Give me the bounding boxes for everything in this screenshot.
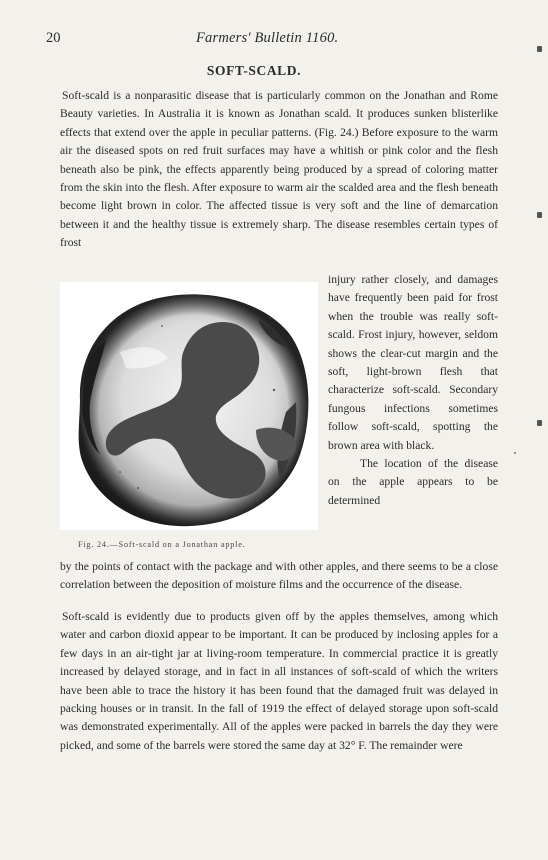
running-title: Farmers' Bulletin 1160.: [196, 30, 339, 46]
paragraph-intro-wrap: injury rather closely, and damages have frequently been paid for frost when the trouble was really soft-scald. Frost injury, however, seldom shows the clear-cut margin and the soft, light-brown flesh that characterize soft-scald. Secondary fungous infections sometimes follow soft-scald, spotting the brown area with black.: [328, 273, 498, 452]
page-header: [46, 30, 478, 50]
paper-spot: [514, 452, 516, 454]
figure-caption: Fig. 24.—Soft-scald on a Jonathan apple.: [78, 540, 246, 549]
wrapped-text-column: [328, 271, 498, 510]
section-title: SOFT-SCALD.: [206, 63, 302, 78]
page-number: 20: [46, 30, 61, 46]
margin-speck: [537, 420, 542, 426]
margin-speck: [537, 46, 542, 52]
paragraph-intro: Soft-scald is a nonparasitic disease that is particularly common on the Jonathan and Rome Beauty varieties. In Australia it is known as Jonathan scald. It produces sunken blisterlike effects that extend over the apple in peculiar patterns. (Fig. 24.) Before exposure to the warm air the diseased spots on red fruit surfaces may have a whitish or pink color and the flesh beneath also be pink, the effects apparently being produced by a spread of coloring matter from the skin into the flesh. After exposure to warm air the scalded area and the flesh beneath become light brown in color. The affected tissue is very soft and the line of demarcation between it and the healthy tissue is extremely sharp. The disease resembles certain types of frost: [60, 89, 498, 250]
apple-photo: [60, 282, 318, 530]
paragraph-location-continued: by the points of contact with the package and with other apples, and there seems to be a close correlation between the deposition of moisture films and the occurrence of the disease.: [60, 560, 498, 592]
paragraph-location-wrap: The location of the disease on the apple appears to be determined: [328, 457, 498, 507]
paragraph-causes: Soft-scald is evidently due to products given off by the apples themselves, among which water and carbon dioxid appear to be important. It can be produced by inclosing apples for a few days in an air-tight jar at living-room temperature. In commercial practice it is greatly increased by delayed storage, and in fact in all instances of soft-scald of which the writers have been able to trace the history it has been found that the damaged fruit was delayed in packing houses or in transit. In the fall of 1919 the effect of delayed storage upon soft-scald was demonstrated experimentally. All of the apples were packed in barrels the day they were picked, and some of the barrels were stored the same day at 32° F. The remainder were: [60, 610, 498, 752]
soft-scald-apple-image: [60, 282, 318, 530]
margin-speck: [537, 212, 542, 218]
